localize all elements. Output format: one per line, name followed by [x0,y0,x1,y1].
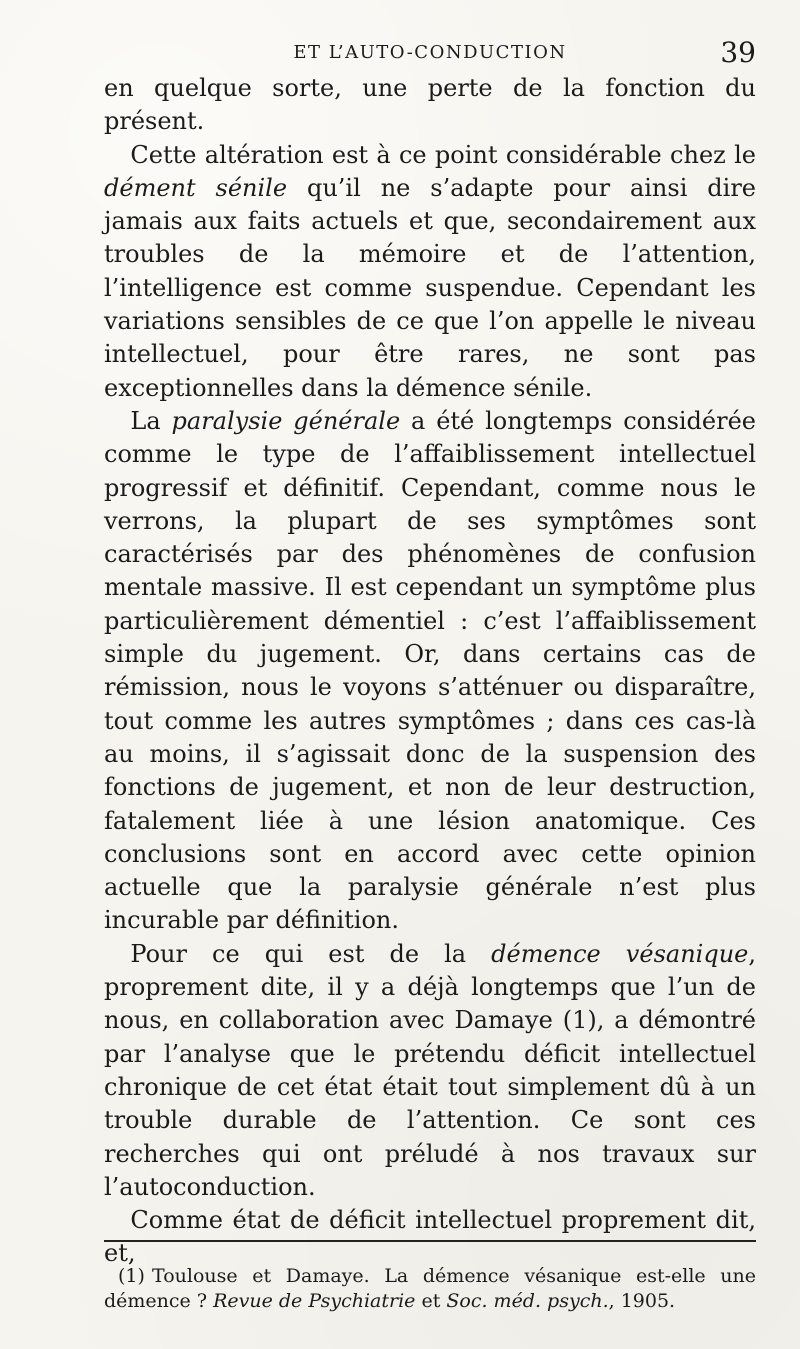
footnote-society-title: Soc. méd. psych. [446,1290,609,1312]
paragraph-4-italic-term: démence vésanique [491,939,749,968]
running-title: ET L’AUTO-CONDUCTION [293,42,567,63]
paragraph-4 [104,938,756,1204]
page-number: 39 [720,36,756,69]
paragraph-2-text-b: qu’il ne s’adapte pour ainsi dire jamais aux faits actuels et que, secondairement aux troubles de la mémoire et de l’attention, l’intelligence est comme suspendue. Cependant les variations sensibles de ce que l’on appelle le niveau intellectuel, pour être rares, ne sont pas exceptionnelles dans la démence sénile. [104,173,757,402]
footnote-rule [104,1240,756,1242]
paragraph-4-text-b: , proprement dite, il y a déjà longtemps que l’un de nous, en collaboration avec Damaye (1), a démontré par l’analyse que le prétendu déficit intellectuel chronique de cet état était tout simplement dû à un trouble durable de l’attention. Ce sont ces recherches qui ont préludé à nos travaux sur l’autoconduction. [104,939,756,1201]
paragraph-2-italic-term: dément sénile [104,173,288,202]
paragraph-3-text-b: a été longtemps considérée comme le type de l’affaiblissement intellectuel progressif et définitif. Cependant, comme nous le verrons, la plupart de ses symptômes sont caractérisés par des phénomènes de confusion mentale massive. Il est cependant un symptôme plus particulièrement démentiel : c’est l’affaiblissement simple du jugement. Or, dans certains cas de rémission, nous le voyons s’atténuer ou disparaître, tout comme les autres symptômes ; dans ces cas-là au moins, il s’agissait donc de la suspension des fonctions de jugement, et non de leur destruction, fatalement liée à une lésion anatomique. Ces conclusions sont en accord avec cette opinion actuelle que la paralysie générale n’est plus incurable par définition. [104,406,757,935]
paragraph-5-text: Comme état de déficit intellectuel proprement dit, et, [104,1206,756,1268]
paragraph-4-text-a: Pour ce qui est de la [130,939,492,968]
body-text [104,72,756,1271]
paragraph-3 [104,405,756,938]
paragraph-2 [104,139,756,405]
paragraph-3-text-a: La [130,406,172,435]
footnote-journal-title: Revue de Psychiatrie [213,1290,416,1312]
running-head [104,34,756,72]
paragraph-1-text: en quelque sorte, une perte de la fonction du présent. [104,74,756,136]
paragraph-2-text-a: Cette altération est à ce point considérable chez le [130,140,756,169]
paragraph-5 [104,1204,756,1271]
footnote-text-b: et [415,1290,447,1312]
footnote-text-a: Toulouse et Damaye. La démence vésanique est-elle une démence ? [104,1265,756,1312]
footnote [104,1264,756,1314]
footnote-text-c: , 1905. [608,1290,676,1312]
paragraph-3-italic-term: paralysie générale [171,406,401,435]
footnote-number: (1) [118,1265,145,1287]
paragraph-1 [104,72,756,139]
